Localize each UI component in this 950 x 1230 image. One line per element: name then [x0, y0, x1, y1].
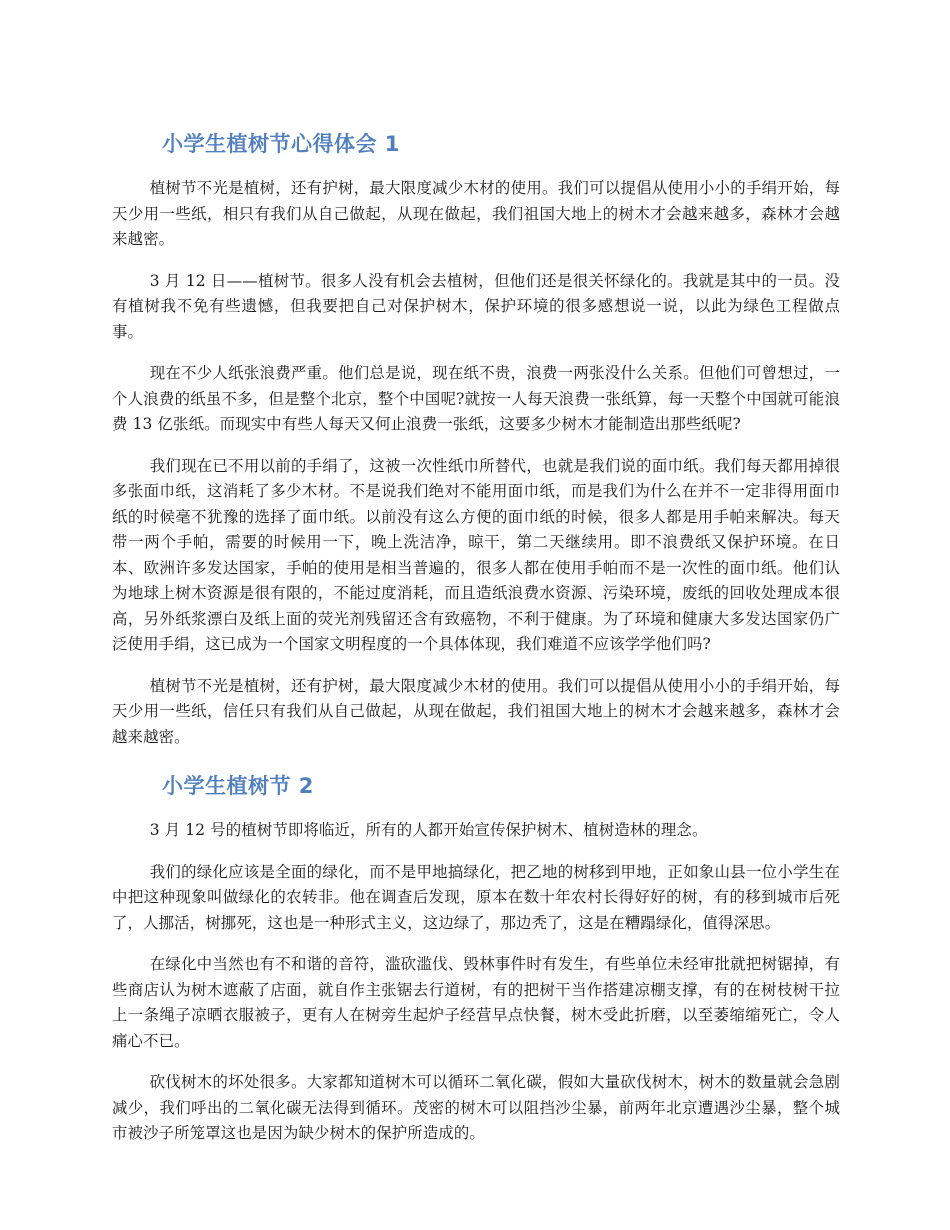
- section-2-paragraph: 我们的绿化应该是全面的绿化，而不是甲地搞绿化，把乙地的树移到甲地，正如象山县一位小学生在中把这种现象叫做绿化的农转非。他在调查后发现，原本在数十年农村长得好好的树，有的移到城市后死了，人挪活，树挪死，这也是一种形式主义，这边绿了，那边秃了，这是在糟蹋绿化，值得深思。: [112, 862, 840, 932]
- section-1-paragraph: 我们现在已不用以前的手绢了，这被一次性纸巾所替代，也就是我们说的面巾纸。我们每天都用掉很多张面巾纸，这消耗了多少木材。不是说我们绝对不能用面巾纸，而是我们为什么在并不一定非得用面巾纸的时候毫不犹豫的选择了面巾纸。以前没有这么方便的面巾纸的时候，很多人都是用手帕来解决。每天带一两个手帕，需要的时候用一下，晚上洗洁净，晾干，第二天继续用。即不浪费纸又保护环境。在日本、欧洲许多发达国家，手帕的使用是相当普遍的，很多人都在使用手帕而不是一次性的面巾纸。他们认为地球上树木资源是很有限的，不能过度消耗，而且造纸浪费水资源、污染环境，废纸的回收处理成本很高，另外纸浆漂白及纸上面的荧光剂残留还含有致癌物，不利于健康。为了环境和健康大多发达国家仍广泛使用手绢，这已成为一个国家文明程度的一个具体体现，我们难道不应该学学他们吗?: [112, 456, 840, 653]
- section-1-paragraph: 植树节不光是植树，还有护树，最大限度减少木材的使用。我们可以提倡从使用小小的手绢开始，每天少用一些纸，信任只有我们从自己做起，从现在做起，我们祖国大地上的树木才会越来越多，森林才会越来越密。: [112, 676, 840, 746]
- section-1-paragraph: 3 月 12 日——植树节。很多人没有机会去植树，但他们还是很关怀绿化的。我就是其中的一员。没有植树我不免有些遗憾，但我要把自己对保护树木，保护环境的很多感想说一说，以此为绿色工程做点事。: [112, 271, 840, 341]
- section-title-2: 小学生植树节 2: [162, 774, 314, 798]
- section-1-paragraph: 现在不少人纸张浪费严重。他们总是说，现在纸不贵，浪费一两张没什么关系。但他们可曾想过，一个人浪费的纸虽不多，但是整个北京，整个中国呢?就按一人每天浪费一张纸算，每一天整个中国就可能浪费 13 亿张纸。而现实中有些人每天又何止浪费一张纸，这要多少树木才能制造出那些纸呢?: [112, 364, 840, 433]
- section-2-paragraph: 3 月 12 号的植树节即将临近，所有的人都开始宣传保护树木、植树造林的理念。: [149, 821, 708, 839]
- document-body: [112, 128, 840, 1163]
- section-2-paragraph: 在绿化中当然也有不和谐的音符，滥砍滥伐、毁林事件时有发生，有些单位未经审批就把树锯掉，有些商店认为树木遮蔽了店面，就自作主张锯去行道树，有的把树干当作搭建凉棚支撑，有的在树枝树干拉上一条绳子凉晒衣服被子，更有人在树旁生起炉子经营早点快餐，树木受此折磨，以至萎缩缩死亡，令人痛心不已。: [112, 955, 840, 1050]
- section-title-1: 小学生植树节心得体会 1: [162, 132, 400, 156]
- section-2-paragraph: 砍伐树木的坏处很多。大家都知道树木可以循环二氧化碳，假如大量砍伐树木，树木的数量就会急剧减少，我们呼出的二氧化碳无法得到循环。茂密的树木可以阻挡沙尘暴，前两年北京遭遇沙尘暴，整个城市被沙子所笼罩这也是因为缺少树木的保护所造成的。: [112, 1073, 840, 1142]
- section-1-paragraph: 植树节不光是植树，还有护树，最大限度减少木材的使用。我们可以提倡从使用小小的手绢开始，每天少用一些纸，相只有我们从自己做起，从现在做起，我们祖国大地上的树木才会越来越多，森林才会越来越密。: [112, 179, 840, 248]
